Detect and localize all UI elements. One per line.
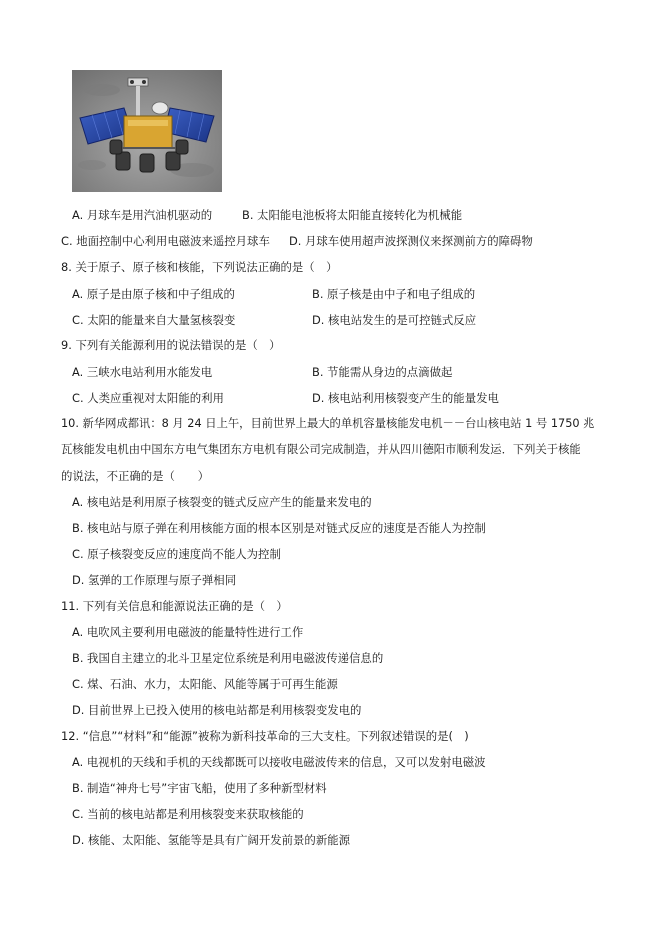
lunar-rover-image xyxy=(72,70,222,192)
q9-option-c: C. 人类应重视对太阳能的利用 xyxy=(72,391,224,405)
q12-stem: 12. “信息”“材料”和“能源”被称为新科技革命的三大支柱。下列叙述错误的是( ) xyxy=(61,729,469,743)
q11-option-d: D. 目前世界上已投入使用的核电站都是利用核裂变发电的 xyxy=(72,703,362,717)
q10-option-c: C. 原子核裂变反应的速度尚不能人为控制 xyxy=(72,547,281,561)
q11-option-a: A. 电吹风主要利用电磁波的能量特性进行工作 xyxy=(72,625,304,639)
q10-option-a: A. 核电站是利用原子核裂变的链式反应产生的能量来发电的 xyxy=(72,495,372,509)
q7-option-a: A. 月球车是用汽油机驱动的 xyxy=(72,208,213,222)
q7-option-b: B. 太阳能电池板将太阳能直接转化为机械能 xyxy=(242,208,463,222)
q7-option-c: C. 地面控制中心利用电磁波来遥控月球车 xyxy=(61,234,270,248)
q7-option-d: D. 月球车使用超声波探测仪来探测前方的障碍物 xyxy=(289,234,533,248)
q8-option-b: B. 原子核是由中子和电子组成的 xyxy=(312,287,476,301)
q9-option-b: B. 节能需从身边的点滴做起 xyxy=(312,365,453,379)
q11-stem: 11. 下列有关信息和能源说法正确的是（ ） xyxy=(61,599,288,613)
q11-option-c: C. 煤、石油、水力，太阳能、风能等属于可再生能源 xyxy=(72,677,338,691)
q12-option-c: C. 当前的核电站都是利用核裂变来获取核能的 xyxy=(72,807,304,821)
q9-stem: 9. 下列有关能源利用的说法错误的是（ ） xyxy=(61,338,281,352)
q12-option-b: B. 制造“神舟七号”宇宙飞船，使用了多种新型材料 xyxy=(72,781,327,795)
q8-option-c: C. 太阳的能量来自大量氢核裂变 xyxy=(72,313,236,327)
q12-option-d: D. 核能、太阳能、氢能等是具有广阔开发前景的新能源 xyxy=(72,833,350,847)
q10-option-d: D. 氢弹的工作原理与原子弹相同 xyxy=(72,573,237,587)
q11-option-b: B. 我国自主建立的北斗卫星定位系统是利用电磁波传递信息的 xyxy=(72,651,384,665)
q8-option-a: A. 原子是由原子核和中子组成的 xyxy=(72,287,235,301)
q10-stem-line-3: 的说法，不正确的是（ ） xyxy=(61,469,210,483)
q10-stem-line-2: 瓦核能发电机由中国东方电气集团东方电机有限公司完成制造，并从四川德阳市顺利发运．下列关于核能 xyxy=(61,443,581,456)
q8-stem: 8. 关于原子、原子核和核能，下列说法正确的是（ ） xyxy=(61,260,338,274)
q10-stem-line-1: 10. 新华网成都讯：8 月 24 日上午，目前世界上最大的单机容量核能发电机－－台山核电站 1 号 1750 兆 xyxy=(61,417,595,430)
q9-option-d: D. 核电站利用核裂变产生的能量发电 xyxy=(312,391,499,405)
q8-option-d: D. 核电站发生的是可控链式反应 xyxy=(312,313,477,327)
lunar-rover-icon xyxy=(72,70,222,192)
q9-option-a: A. 三峡水电站利用水能发电 xyxy=(72,365,213,379)
q12-option-a: A. 电视机的天线和手机的天线都既可以接收电磁波传来的信息，又可以发射电磁波 xyxy=(72,755,486,769)
q10-option-b: B. 核电站与原子弹在利用核能方面的根本区别是对链式反应的速度是否能人为控制 xyxy=(72,521,486,535)
